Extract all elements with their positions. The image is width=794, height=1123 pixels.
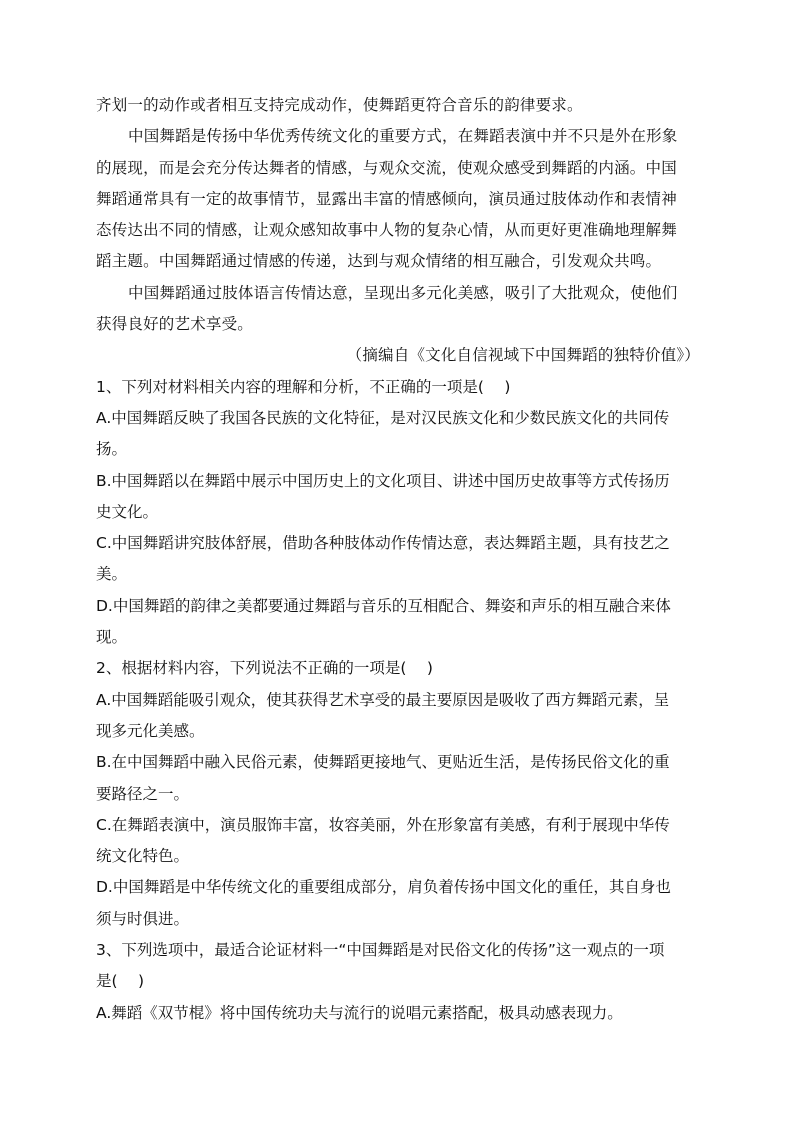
passage-line: 中国舞蹈是传扬中华优秀传统文化的重要方式，在舞蹈表演中并不只是外在形象 xyxy=(128,127,678,146)
option-line: 要路径之一。 xyxy=(96,784,190,803)
option-line: B.中国舞蹈以在舞蹈中展示中国历史上的文化项目、讲述中国历史故事等方式传扬历 xyxy=(96,471,670,490)
option-line: A.中国舞蹈反映了我国各民族的文化特征，是对汉民族文化和少数民族文化的共同传 xyxy=(96,408,670,427)
question-stem: 1、下列对材料相关内容的理解和分析，不正确的一项是( ) xyxy=(96,377,511,396)
option-line: A.中国舞蹈能吸引观众，使其获得艺术享受的最主要原因是吸收了西方舞蹈元素，呈 xyxy=(96,690,670,709)
option-b[interactable] xyxy=(96,747,700,810)
option-a[interactable] xyxy=(96,403,700,466)
passage-line: 齐划一的动作或者相互支持完成动作，使舞蹈更符合音乐的韵律要求。 xyxy=(96,96,583,114)
passage xyxy=(96,90,700,372)
option-d[interactable] xyxy=(96,591,700,654)
option-line: A.舞蹈《双节棍》将中国传统功夫与流行的说唱元素搭配，极具动感表现力。 xyxy=(96,1003,623,1022)
passage-line: 态传达出不同的情感，让观众感知故事中人物的复杂心情，从而更好更准确地理解舞 xyxy=(96,221,677,240)
passage-line: 舞蹈通常具有一定的故事情节，显露出丰富的情感倾向，演员通过肢体动作和表情神 xyxy=(96,189,677,208)
option-line: 史文化。 xyxy=(96,502,159,521)
question-2 xyxy=(96,653,700,935)
option-line: C.中国舞蹈讲究肢体舒展，借助各种肢体动作传情达意，表达舞蹈主题，具有技艺之 xyxy=(96,534,670,553)
source-citation: （摘编自《文化自信视域下中国舞蹈的独特价值》） xyxy=(346,346,700,365)
option-a[interactable] xyxy=(96,998,700,1029)
passage-line: 的展现，而是会充分传达舞者的情感，与观众交流，使观众感受到舞蹈的内涵。中国 xyxy=(96,158,677,177)
passage-line: 获得良好的艺术享受。 xyxy=(96,315,254,334)
question-stem: 2、根据材料内容，下列说法不正确的一项是( ) xyxy=(96,659,433,678)
option-line: 美。 xyxy=(96,565,128,584)
option-line: B.在中国舞蹈中融入民俗元素，使舞蹈更接地气、更贴近生活，是传扬民俗文化的重 xyxy=(96,753,670,772)
document-page xyxy=(96,90,700,1029)
option-line: 须与时俱进。 xyxy=(96,909,190,928)
question-1 xyxy=(96,372,700,654)
option-line: 现。 xyxy=(96,628,128,647)
option-c[interactable] xyxy=(96,528,700,591)
option-line: 扬。 xyxy=(96,440,128,459)
passage-line: 蹈主题。中国舞蹈通过情感的传递，达到与观众情绪的相互融合，引发观众共鸣。 xyxy=(96,252,662,271)
option-d[interactable] xyxy=(96,872,700,935)
option-line: 现多元化美感。 xyxy=(96,721,205,740)
option-a[interactable] xyxy=(96,685,700,748)
option-line: C.在舞蹈表演中，演员服饰丰富，妆容美丽，外在形象富有美感，有利于展现中华传 xyxy=(96,815,670,834)
question-stem: 是( ) xyxy=(96,972,145,991)
question-stem: 3、下列选项中，最适合论证材料一“中国舞蹈是对民俗文化的传扬”这一观点的一项 xyxy=(96,941,665,960)
option-b[interactable] xyxy=(96,466,700,529)
option-line: D.中国舞蹈的韵律之美都要通过舞蹈与音乐的互相配合、舞姿和声乐的相互融合来体 xyxy=(96,596,671,615)
option-line: D.中国舞蹈是中华传统文化的重要组成部分，肩负着传扬中国文化的重任，其自身也 xyxy=(96,878,671,897)
option-c[interactable] xyxy=(96,810,700,873)
passage-line: 中国舞蹈通过肢体语言传情达意，呈现出多元化美感，吸引了大批观众，使他们 xyxy=(128,283,678,302)
option-line: 统文化特色。 xyxy=(96,847,190,866)
question-3 xyxy=(96,935,700,1029)
